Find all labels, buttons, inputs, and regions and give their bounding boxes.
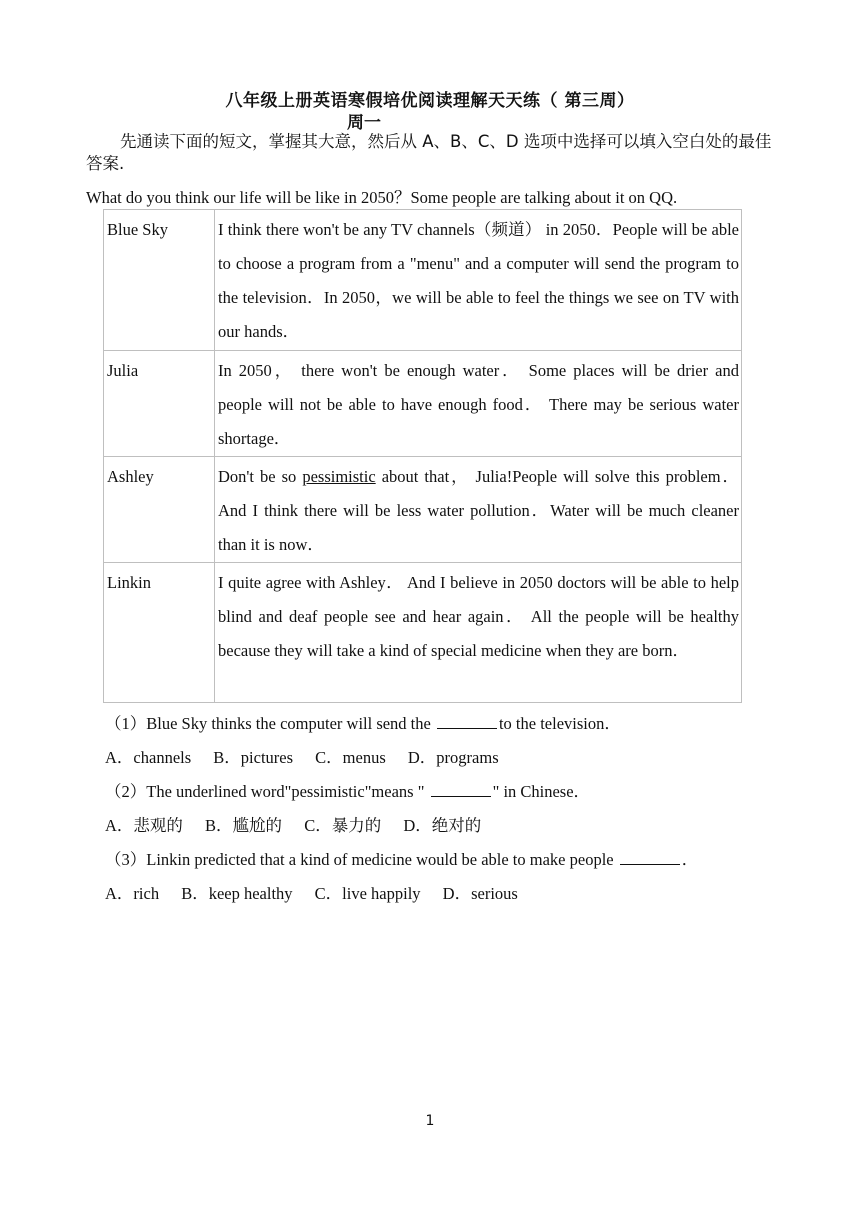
question-stem: ． — [681, 850, 699, 869]
option-a[interactable]: A．rich — [105, 884, 160, 903]
posts-table — [103, 209, 742, 703]
poster-name: Julia — [104, 351, 215, 457]
post-text-part: about that， Julia!People will solve this problem．And I think there will be less water pollution．Water will be much cleaner than it is now． — [218, 467, 739, 554]
option-b[interactable]: B．pictures — [213, 748, 294, 767]
option-a[interactable]: A．悲观的 — [105, 816, 183, 835]
poster-name: Linkin — [104, 563, 215, 703]
question-stem: （2）The underlined word"pessimistic"means " — [105, 782, 429, 801]
option-c[interactable]: C．暴力的 — [304, 816, 382, 835]
question-stem: （1）Blue Sky thinks the computer will send the — [105, 714, 435, 733]
question-2-options — [105, 812, 499, 836]
post-text — [215, 457, 742, 563]
option-c[interactable]: C．live happily — [314, 884, 421, 903]
underlined-word: pessimistic — [302, 467, 376, 486]
instructions: 先通读下面的短文，掌握其大意，然后从 A、B、C、D 选项中选择可以填入空白处的最佳答案. — [86, 132, 772, 173]
option-d[interactable]: D．programs — [407, 748, 499, 767]
post-text: I think there won't be any TV channels（频道） in 2050．People will be able to choose a program from a "menu" and a computer will send the program to the television．In 2050，we will be able to feel the things we see on TV with our hands． — [215, 210, 742, 351]
page-number: 1 — [425, 1113, 435, 1129]
table-row — [104, 563, 742, 703]
question-stem: to the television． — [498, 714, 621, 733]
answer-blank[interactable] — [437, 714, 497, 729]
answer-blank[interactable] — [620, 850, 680, 865]
intro-sentence: What do you think our life will be like in 2050？Some people are talking about it on QQ. — [86, 188, 678, 207]
question-2 — [105, 778, 590, 802]
option-b[interactable]: B．keep healthy — [181, 884, 293, 903]
table-row — [104, 210, 742, 351]
question-stem: （3）Linkin predicted that a kind of medicine would be able to make people — [105, 850, 618, 869]
option-d[interactable]: D．serious — [442, 884, 518, 903]
option-b[interactable]: B．尴尬的 — [205, 816, 283, 835]
table-row — [104, 457, 742, 563]
poster-name: Blue Sky — [104, 210, 215, 351]
table-row — [104, 351, 742, 457]
option-a[interactable]: A．channels — [105, 748, 192, 767]
option-d[interactable]: D．绝对的 — [403, 816, 482, 835]
post-text-part: Don't be so — [218, 467, 303, 486]
answer-blank[interactable] — [431, 782, 491, 797]
page-title: 八年级上册英语寒假培优阅读理解天天练（ 第三周） — [225, 91, 635, 111]
question-1 — [105, 710, 621, 734]
question-1-options — [105, 744, 517, 768]
question-3 — [105, 846, 698, 870]
post-text: I quite agree with Ashley． And I believe in 2050 doctors will be able to help blind and deaf people see and hear again． All the people will be healthy because they will take a kind of special medicine when they are born． — [215, 563, 742, 703]
question-stem: " in Chinese． — [492, 782, 591, 801]
option-c[interactable]: C．menus — [315, 748, 386, 767]
day-heading: 周一 — [347, 113, 381, 133]
post-text: In 2050， there won't be enough water． Some places will be drier and people will not be able to have enough food． There may be serious water shortage． — [215, 351, 742, 457]
question-3-options — [105, 880, 536, 904]
poster-name: Ashley — [104, 457, 215, 563]
